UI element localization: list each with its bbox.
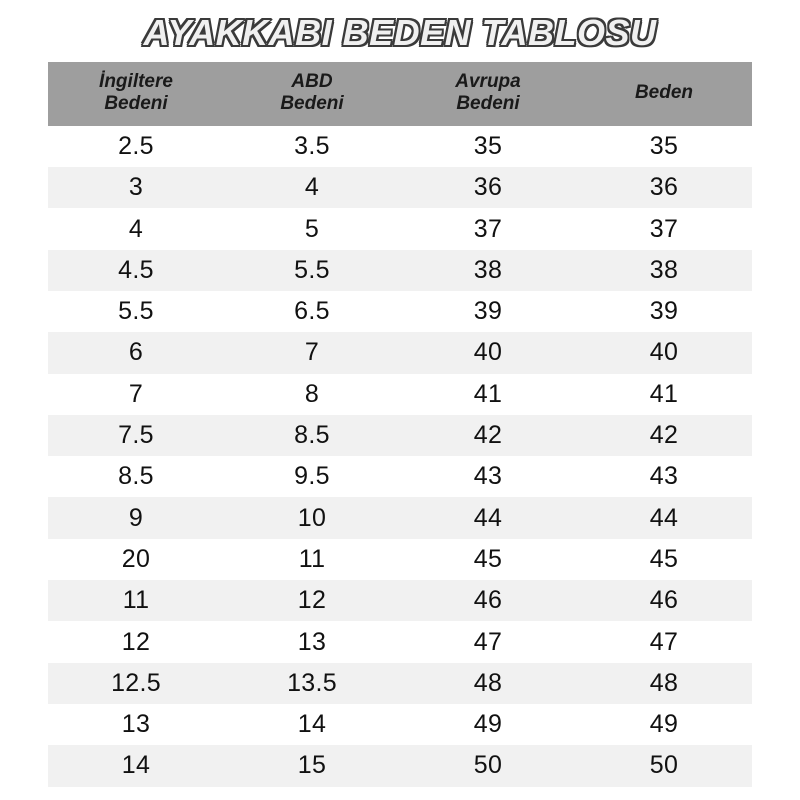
cell-us: 8.5 [224, 415, 400, 456]
cell-us: 6.5 [224, 291, 400, 332]
cell-size: 39 [576, 291, 752, 332]
table-body [48, 126, 752, 787]
cell-eu: 37 [400, 208, 576, 249]
cell-us: 13 [224, 621, 400, 662]
cell-uk: 12 [48, 621, 224, 662]
cell-us: 10 [224, 497, 400, 538]
cell-us: 3.5 [224, 126, 400, 167]
table-row [48, 332, 752, 373]
cell-uk: 8.5 [48, 456, 224, 497]
cell-uk: 3 [48, 167, 224, 208]
page-title: AYAKKABI BEDEN TABLOSU [143, 12, 657, 53]
cell-eu: 47 [400, 621, 576, 662]
cell-size: 45 [576, 539, 752, 580]
cell-size: 36 [576, 167, 752, 208]
cell-uk: 6 [48, 332, 224, 373]
cell-uk: 20 [48, 539, 224, 580]
cell-uk: 4.5 [48, 250, 224, 291]
cell-eu: 39 [400, 291, 576, 332]
cell-eu: 50 [400, 745, 576, 786]
table-row [48, 167, 752, 208]
cell-eu: 43 [400, 456, 576, 497]
cell-us: 4 [224, 167, 400, 208]
size-table-container [48, 62, 752, 787]
cell-uk: 7.5 [48, 415, 224, 456]
column-header-uk-line1: İngiltere [99, 71, 173, 92]
shoe-size-table [48, 62, 752, 787]
cell-size: 48 [576, 663, 752, 704]
table-row [48, 497, 752, 538]
table-row [48, 745, 752, 786]
cell-size: 42 [576, 415, 752, 456]
cell-uk: 2.5 [48, 126, 224, 167]
table-row [48, 415, 752, 456]
column-header-size-line1: Beden [634, 82, 694, 104]
table-row [48, 250, 752, 291]
cell-eu: 48 [400, 663, 576, 704]
cell-eu: 38 [400, 250, 576, 291]
table-header [48, 62, 752, 126]
cell-us: 15 [224, 745, 400, 786]
column-header-us-line1: ABD [291, 71, 333, 92]
table-row [48, 291, 752, 332]
cell-us: 11 [224, 539, 400, 580]
cell-us: 8 [224, 374, 400, 415]
table-row [48, 580, 752, 621]
cell-us: 9.5 [224, 456, 400, 497]
table-header-row [48, 62, 752, 126]
table-row [48, 663, 752, 704]
table-row [48, 126, 752, 167]
table-row [48, 621, 752, 662]
cell-uk: 12.5 [48, 663, 224, 704]
cell-size: 40 [576, 332, 752, 373]
cell-us: 7 [224, 332, 400, 373]
column-header-us-line2: Bedeni [280, 93, 344, 115]
cell-eu: 41 [400, 374, 576, 415]
column-header-us [224, 62, 400, 126]
cell-size: 41 [576, 374, 752, 415]
cell-size: 35 [576, 126, 752, 167]
cell-us: 5.5 [224, 250, 400, 291]
cell-size: 37 [576, 208, 752, 249]
cell-eu: 42 [400, 415, 576, 456]
cell-size: 43 [576, 456, 752, 497]
table-row [48, 208, 752, 249]
cell-us: 12 [224, 580, 400, 621]
cell-eu: 35 [400, 126, 576, 167]
cell-size: 44 [576, 497, 752, 538]
cell-eu: 36 [400, 167, 576, 208]
cell-size: 46 [576, 580, 752, 621]
cell-eu: 45 [400, 539, 576, 580]
cell-size: 49 [576, 704, 752, 745]
cell-uk: 14 [48, 745, 224, 786]
cell-size: 50 [576, 745, 752, 786]
cell-uk: 4 [48, 208, 224, 249]
cell-uk: 11 [48, 580, 224, 621]
cell-us: 14 [224, 704, 400, 745]
column-header-eu-line2: Bedeni [456, 93, 520, 115]
cell-size: 47 [576, 621, 752, 662]
column-header-uk [48, 62, 224, 126]
table-row [48, 539, 752, 580]
cell-eu: 40 [400, 332, 576, 373]
column-header-eu-line1: Avrupa [455, 71, 521, 92]
cell-uk: 13 [48, 704, 224, 745]
cell-eu: 49 [400, 704, 576, 745]
table-row [48, 704, 752, 745]
cell-size: 38 [576, 250, 752, 291]
cell-uk: 7 [48, 374, 224, 415]
table-row [48, 456, 752, 497]
cell-uk: 9 [48, 497, 224, 538]
cell-us: 5 [224, 208, 400, 249]
cell-eu: 44 [400, 497, 576, 538]
cell-eu: 46 [400, 580, 576, 621]
cell-us: 13.5 [224, 663, 400, 704]
cell-uk: 5.5 [48, 291, 224, 332]
table-row [48, 374, 752, 415]
column-header-size [576, 62, 752, 126]
column-header-uk-line2: Bedeni [104, 93, 168, 115]
column-header-eu [400, 62, 576, 126]
